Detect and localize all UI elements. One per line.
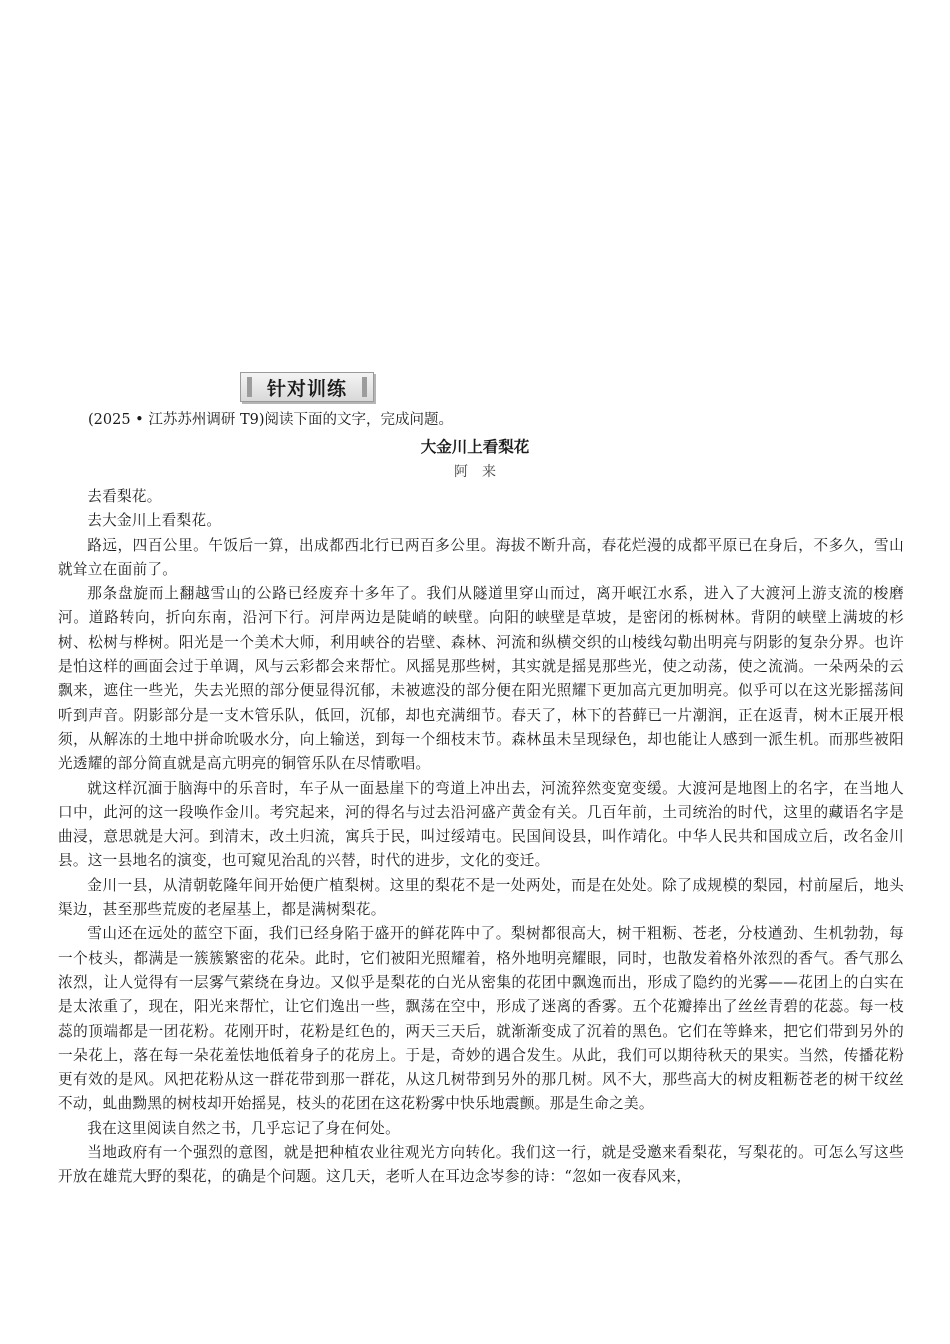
- paragraph: 雪山还在远处的蓝空下面，我们已经身陷于盛开的鲜花阵中了。梨树都很高大，树干粗粝、苍老，分枝遒劲、生机勃勃，每一个枝头，都满是一簇簇繁密的花朵。此时，它们被阳光照耀着，格外地明亮耀眼，同时，也散发着格外浓烈的香气。香气那么浓烈，让人觉得有一层雾气萦绕在身边。又似乎是梨花的白光从密集的花团中飘逸而出，形成了隐约的光雾——花团上的白实在是太浓重了，现在，阳光来帮忙，让它们逸出一些，飘荡在空中，形成了迷离的香雾。五个花瓣捧出了丝丝青碧的花蕊。每一枝蕊的顶端都是一团花粉。花刚开时，花粉是红色的，两天三天后，就渐渐变成了沉着的黑色。它们在等蜂来，把它们带到另外的一朵花上，落在每一朵花羞怯地低着身子的花房上。于是，奇妙的遇合发生。从此，我们可以期待秋天的果实。当然，传播花粉更有效的是风。风把花粉从这一群花带到那一群花，从这几树带到另外的那几树。风不大，那些高大的树皮粗粝苍老的树干纹丝不动，虬曲黝黑的树枝却开始摇晃，枝头的花团在这花粉雾中快乐地震颤。那是生命之美。: [58, 925, 904, 1113]
- paragraph: 去大金川上看梨花。: [87, 512, 222, 530]
- paragraph: 当地政府有一个强烈的意图，就是把种植农业往观光方向转化。我们这一行，就是受邀来看梨花，写梨花的。可怎么写这些开放在雄荒大野的梨花，的确是个问题。这几天，老听人在耳边念岑参的诗：“忽如一夜春风来，: [58, 1144, 904, 1186]
- article-body: [58, 485, 904, 1190]
- section-badge-label: 针对训练: [266, 377, 347, 400]
- section-badge: [240, 372, 374, 402]
- article-author: 阿 来: [454, 464, 496, 480]
- paragraph: 那条盘旋而上翻越雪山的公路已经废弃十多年了。我们从隧道里穿山而过，离开岷江水系，进入了大渡河上游支流的梭磨河。道路转向，折向东南，沿河下行。河岸两边是陡峭的峡壁。向阳的峡壁是草坡，是密闭的栎树林。背阴的峡壁上满坡的杉树、松树与桦树。阳光是一个美术大师，利用峡谷的岩壁、森林、河流和纵横交织的山棱线勾勒出明亮与阴影的复杂分界。也许是怕这样的画面会过于单调，风与云彩都会来帮忙。风摇晃那些树，其实就是摇晃那些光，使之动荡，使之流淌。一朵两朵的云飘来，遮住一些光，失去光照的部分便显得沉郁，未被遮没的部分便在阳光照耀下更加高亢更加明亮。似乎可以在这光影摇荡间听到声音。阴影部分是一支木管乐队，低回，沉郁，却也充满细节。春天了，林下的苔藓已一片潮润，正在返青，树木正展开根须，从解冻的土地中拼命吮吸水分，向上输送，到每一个细枝末节。森林虽未呈现绿色，却也能让人感到一派生机。而那些被阳光透耀的部分简直就是高亢明亮的铜管乐队在尽情歌唱。: [58, 585, 904, 773]
- paragraph: 我在这里阅读自然之书，几乎忘记了身在何处。: [87, 1119, 400, 1137]
- question-source: (2025 • 江苏苏州调研 T9)阅读下面的文字，完成问题。: [88, 412, 453, 428]
- paragraph: 金川一县，从清朝乾隆年间开始便广植梨树。这里的梨花不是一处两处，而是在处处。除了成规模的梨园，村前屋后，地头渠边，甚至那些荒废的老屋基上，都是满树梨花。: [58, 876, 904, 919]
- paragraph: 去看梨花。: [87, 488, 162, 505]
- paragraph: 路远，四百公里。午饭后一算，出成都西北行已两百多公里。海拔不断升高，春花烂漫的成都平原已在身后，不多久，雪山就耸立在面前了。: [58, 536, 904, 578]
- paragraph: 就这样沉湎于脑海中的乐音时，车子从一面悬崖下的弯道上冲出去，河流猝然变宽变缓。大渡河是地图上的名字，在当地人口中，此河的这一段唤作金川。考究起来，河的得名与过去沿河盛产黄金有关。几百年前，土司统治的时代，这里的藏语名字是曲浸，意思就是大河。到清末，改土归流，寓兵于民，叫过绥靖屯。民国间设县，叫作靖化。中华人民共和国成立后，改名金川县。这一县地名的演变，也可窥见治乱的兴替，时代的进步，文化的变迁。: [58, 779, 904, 870]
- article-title: 大金川上看梨花: [420, 438, 530, 456]
